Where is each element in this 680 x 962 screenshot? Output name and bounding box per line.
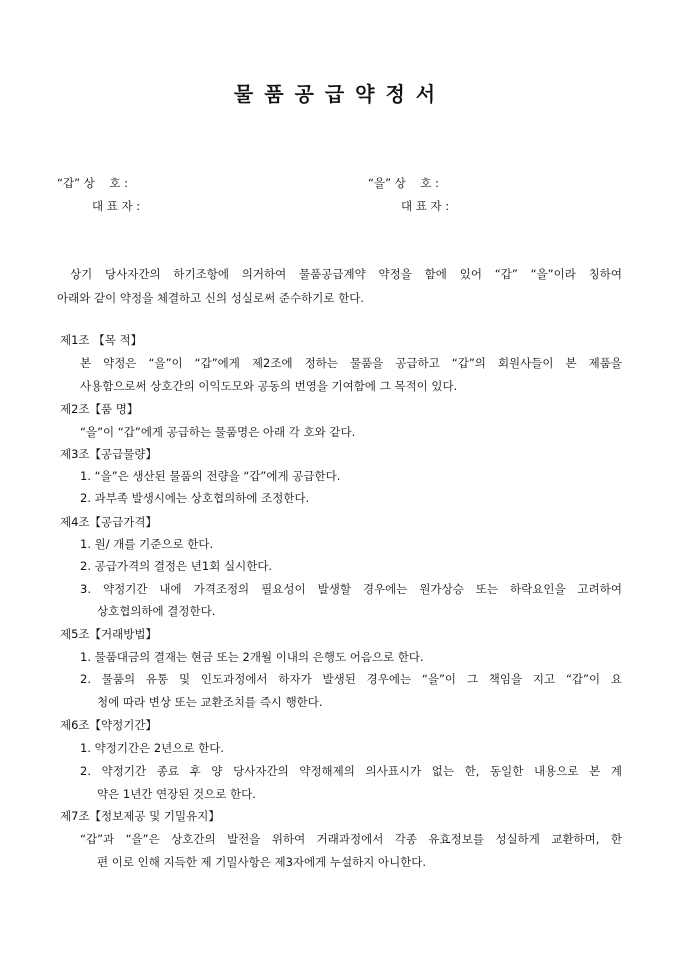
article-3-item-2: 2. 과부족 발생시에는 상호협의하에 조정한다. (80, 491, 310, 505)
document-title: 물품공급약정서 (233, 82, 447, 106)
article-4-item-3: 3. 약정기간 내에 가격조정의 필요성이 발생할 경우에는 원가상승 또는 하락요인을 고려하여 (80, 582, 622, 596)
article-7-line-1: “갑”과 “을”은 상호간의 발전을 위하여 거래과정에서 각종 유효정보를 성실하게 교환하며, 한 (80, 832, 622, 846)
intro-line-2: 아래와 같이 약정을 체결하고 신의 성실로써 준수하기로 한다. (57, 291, 364, 305)
article-2-line-1: “을”이 “갑”에게 공급하는 물품명은 아래 각 호와 같다. (80, 425, 356, 439)
article-4-item-3-cont: 상호협의하에 결정한다. (97, 604, 216, 618)
gap-company-label: “갑” 상 호 : (57, 176, 129, 190)
article-1-line-1: 본 약정은 “을”이 “갑”에게 제2조에 정하는 물품을 공급하고 “갑”의 회원사들이 본 제품을 (80, 356, 622, 370)
article-6-item-1: 1. 약정기간은 2년으로 한다. (80, 741, 224, 755)
intro-line-1: 상기 당사자간의 하기조항에 의거하여 물품공급계약 약정을 함에 있어 “갑” “을”이라 칭하여 (70, 267, 622, 281)
article-4-item-2: 2. 공급가격의 결정은 년1회 실시한다. (80, 559, 273, 573)
article-5-item-2-cont: 청에 따라 변상 또는 교환조치를 즉시 행한다. (97, 695, 323, 709)
article-4-heading: 제4조【공급가격】 (60, 515, 157, 529)
article-5-item-2: 2. 물품의 유통 및 인도과정에서 하자가 발생된 경우에는 “을”이 그 책임을 지고 “갑”이 요 (80, 672, 622, 686)
article-3-item-1: 1. “을”은 생산된 물품의 전량을 “갑”에게 공급한다. (80, 469, 341, 483)
eul-company-label: “을” 상 호 : (368, 176, 440, 190)
article-1-line-2: 사용함으로써 상호간의 이익도모와 공동의 번영을 기여함에 그 목적이 있다. (80, 379, 458, 393)
eul-representative-label: 대 표 자 : (401, 199, 450, 213)
article-1-heading: 제1조 【목 적】 (60, 333, 143, 347)
article-6-item-2: 2. 약정기간 종료 후 양 당사자간의 약정해제의 의사표시가 없는 한, 동일한 내용으로 본 계 (80, 764, 622, 778)
article-5-item-1: 1. 물품대금의 결재는 현금 또는 2개월 이내의 은행도 어음으로 한다. (80, 650, 424, 664)
gap-representative-label: 대 표 자 : (92, 199, 141, 213)
article-3-heading: 제3조【공급물량】 (60, 447, 157, 461)
article-6-item-2-cont: 약은 1년간 연장된 것으로 한다. (97, 787, 256, 801)
article-7-heading: 제7조【정보제공 및 기밀유지】 (60, 809, 220, 823)
article-7-line-2: 편 이로 인해 지득한 제 기밀사항은 제3자에게 누설하지 아니한다. (97, 855, 427, 869)
article-6-heading: 제6조【약정기간】 (60, 718, 157, 732)
article-4-item-1: 1. 원/ 개를 기준으로 한다. (80, 537, 214, 551)
article-5-heading: 제5조【거래방법】 (60, 627, 157, 641)
article-2-heading: 제2조【품 명】 (60, 402, 139, 416)
